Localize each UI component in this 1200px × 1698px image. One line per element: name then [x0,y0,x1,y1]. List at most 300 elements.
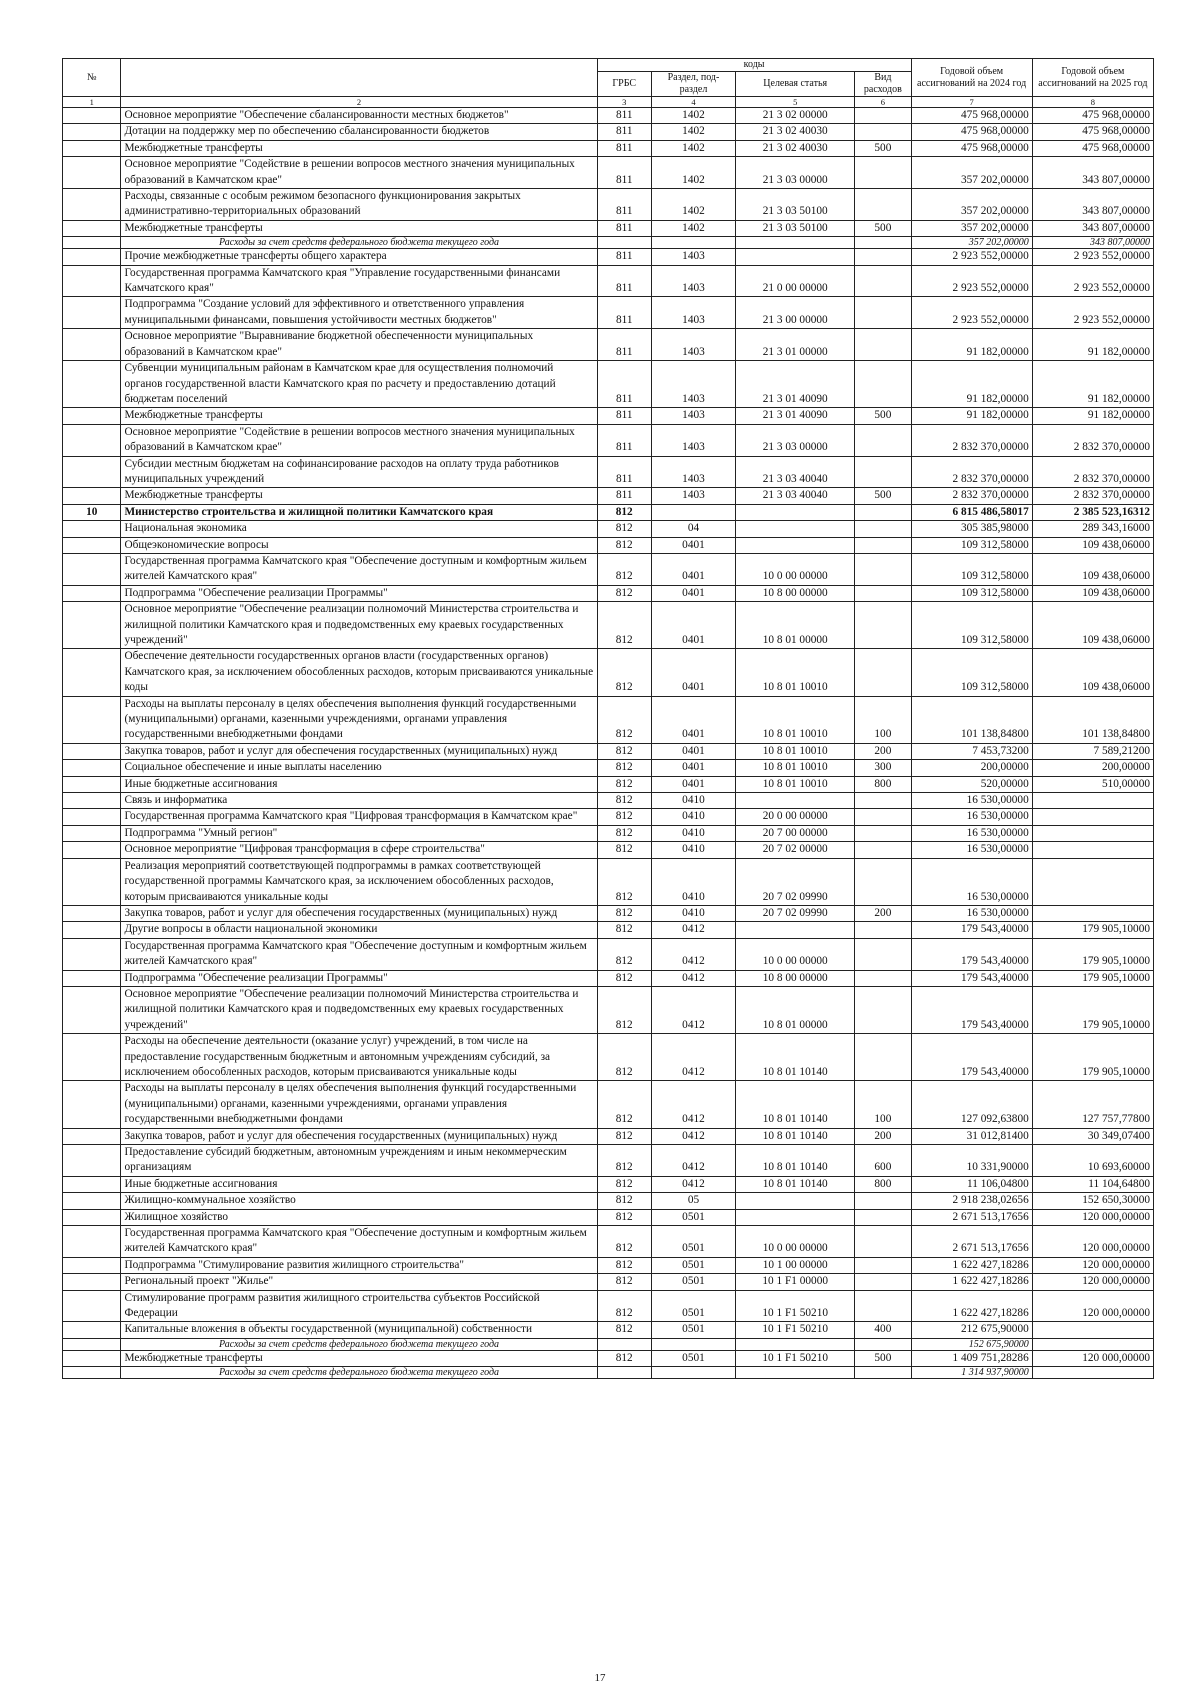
row-razdel [651,1367,735,1379]
column-index: 1 [63,97,121,108]
table-row [63,938,1154,970]
row-amount-2024: 2 918 238,02656 [911,1193,1032,1209]
header-2024: Годовой объем ассигнований на 2024 год [911,59,1032,97]
table-row [63,842,1154,858]
row-amount-2025: 475 968,00000 [1032,124,1153,140]
table-note-row [63,1338,1154,1350]
row-expense-type: 800 [855,1176,911,1192]
row-amount-2024: 16 530,00000 [911,842,1032,858]
row-expense-type: 400 [855,1322,911,1338]
row-razdel: 1403 [651,297,735,329]
row-target-article [736,793,855,809]
row-amount-2025: 343 807,00000 [1032,220,1153,236]
row-target-article: 21 3 01 40090 [736,408,855,424]
row-grbs: 811 [597,408,651,424]
row-number [63,237,121,249]
row-number [63,488,121,504]
row-target-article: 21 3 02 40030 [736,124,855,140]
row-target-article: 21 3 03 50100 [736,220,855,236]
table-row [63,521,1154,537]
table-row [63,1274,1154,1290]
table-note-row [63,237,1154,249]
row-name: Дотации на поддержку мер по обеспечению сбалансированности бюджетов [121,124,597,140]
row-razdel: 0401 [651,760,735,776]
row-razdel: 1402 [651,140,735,156]
row-amount-2024: 179 543,40000 [911,1034,1032,1081]
row-razdel: 0501 [651,1322,735,1338]
row-grbs: 812 [597,1350,651,1366]
row-razdel: 0412 [651,1176,735,1192]
row-amount-2024: 2 923 552,00000 [911,249,1032,265]
table-row [63,189,1154,221]
row-number [63,1257,121,1273]
table-row [63,970,1154,986]
row-expense-type: 500 [855,140,911,156]
row-expense-type: 100 [855,1081,911,1128]
row-number [63,124,121,140]
row-amount-2024: 1 622 427,18286 [911,1290,1032,1322]
row-target-article: 10 8 01 10140 [736,1034,855,1081]
row-amount-2024: 16 530,00000 [911,793,1032,809]
row-grbs: 811 [597,249,651,265]
row-razdel: 1402 [651,108,735,124]
row-target-article [736,1338,855,1350]
row-number [63,922,121,938]
table-row [63,1257,1154,1273]
row-grbs: 812 [597,1176,651,1192]
row-name: Государственная программа Камчатского края "Обеспечение доступным и комфортным жильем жителей Камчатского края" [121,938,597,970]
row-number [63,265,121,297]
row-grbs: 812 [597,825,651,841]
row-amount-2025: 343 807,00000 [1032,157,1153,189]
row-target-article: 10 0 00 00000 [736,1226,855,1258]
row-name: Основное мероприятие "Обеспечение сбалансированности местных бюджетов" [121,108,597,124]
row-razdel: 0401 [651,696,735,743]
row-razdel [651,237,735,249]
row-razdel: 0401 [651,553,735,585]
table-row [63,809,1154,825]
row-target-article: 20 7 02 09990 [736,858,855,905]
row-name: Государственная программа Камчатского края "Обеспечение доступным и комфортным жильем жителей Камчатского края" [121,553,597,585]
row-expense-type [855,938,911,970]
header-target-article: Целевая статья [736,72,855,97]
row-name: Государственная программа Камчатского края "Управление государственными финансами Камчатского края" [121,265,597,297]
row-expense-type [855,1226,911,1258]
row-target-article: 10 8 01 00000 [736,986,855,1033]
row-amount-2025: 510,00000 [1032,776,1153,792]
row-amount-2024: 6 815 486,58017 [911,504,1032,520]
table-note-row [63,1367,1154,1379]
row-razdel: 1403 [651,361,735,408]
row-amount-2025: 179 905,10000 [1032,970,1153,986]
row-razdel: 05 [651,1193,735,1209]
row-target-article: 21 0 00 00000 [736,265,855,297]
row-amount-2025: 101 138,84800 [1032,696,1153,743]
row-target-article: 10 8 01 10140 [736,1128,855,1144]
row-target-article: 10 1 F1 50210 [736,1290,855,1322]
row-razdel: 0401 [651,585,735,601]
row-amount-2024: 91 182,00000 [911,361,1032,408]
row-amount-2025: 179 905,10000 [1032,922,1153,938]
row-grbs: 812 [597,1290,651,1322]
column-index: 7 [911,97,1032,108]
row-amount-2024: 212 675,90000 [911,1322,1032,1338]
row-number [63,760,121,776]
table-row [63,1226,1154,1258]
row-grbs [597,237,651,249]
row-grbs: 811 [597,488,651,504]
table-row [63,553,1154,585]
row-number [63,809,121,825]
row-grbs: 812 [597,1274,651,1290]
row-razdel: 0401 [651,602,735,649]
row-amount-2024: 357 202,00000 [911,189,1032,221]
row-amount-2024: 109 312,58000 [911,553,1032,585]
row-amount-2025: 152 650,30000 [1032,1193,1153,1209]
row-number [63,537,121,553]
row-expense-type [855,189,911,221]
row-grbs: 812 [597,504,651,520]
row-amount-2024: 1 622 427,18286 [911,1274,1032,1290]
row-number: 10 [63,504,121,520]
row-grbs [597,1338,651,1350]
row-target-article [736,504,855,520]
row-amount-2025 [1032,1367,1153,1379]
row-razdel: 1403 [651,488,735,504]
row-amount-2025: 179 905,10000 [1032,1034,1153,1081]
row-grbs: 812 [597,649,651,696]
row-target-article: 10 8 01 10010 [736,760,855,776]
row-target-article: 10 8 01 10010 [736,696,855,743]
row-razdel: 0412 [651,1145,735,1177]
row-name: Государственная программа Камчатского края "Цифровая трансформация в Камчатском крае" [121,809,597,825]
row-name: Межбюджетные трансферты [121,488,597,504]
row-target-article: 20 7 00 00000 [736,825,855,841]
row-amount-2025 [1032,825,1153,841]
row-razdel: 0412 [651,986,735,1033]
row-grbs: 811 [597,424,651,456]
table-row [63,1209,1154,1225]
row-number [63,140,121,156]
row-name: Расходы за счет средств федерального бюджета текущего года [121,1367,597,1379]
row-amount-2025: 2 832 370,00000 [1032,456,1153,488]
row-razdel: 0412 [651,970,735,986]
row-razdel: 0401 [651,776,735,792]
table-row [63,905,1154,921]
row-grbs: 812 [597,970,651,986]
row-razdel: 0501 [651,1350,735,1366]
row-target-article: 10 1 00 00000 [736,1257,855,1273]
row-number [63,696,121,743]
row-number [63,1350,121,1366]
row-amount-2024: 520,00000 [911,776,1032,792]
row-grbs: 812 [597,1193,651,1209]
row-grbs: 812 [597,602,651,649]
row-amount-2025: 11 104,64800 [1032,1176,1153,1192]
row-target-article: 21 3 03 00000 [736,157,855,189]
row-amount-2024: 2 671 513,17656 [911,1226,1032,1258]
row-expense-type [855,986,911,1033]
row-target-article: 10 8 01 00000 [736,602,855,649]
row-number [63,108,121,124]
row-amount-2025: 109 438,06000 [1032,553,1153,585]
row-name: Прочие межбюджетные трансферты общего характера [121,249,597,265]
row-amount-2025: 109 438,06000 [1032,649,1153,696]
row-amount-2025 [1032,809,1153,825]
row-target-article: 21 3 03 00000 [736,424,855,456]
row-amount-2024: 7 453,73200 [911,743,1032,759]
row-name: Основное мероприятие "Содействие в решении вопросов местного значения муниципальных образований в Камчатском крае" [121,157,597,189]
row-grbs: 812 [597,1145,651,1177]
table-row [63,488,1154,504]
row-number [63,424,121,456]
row-grbs: 811 [597,108,651,124]
row-name: Межбюджетные трансферты [121,140,597,156]
row-amount-2025: 179 905,10000 [1032,986,1153,1033]
row-number [63,1128,121,1144]
row-target-article: 10 8 00 00000 [736,970,855,986]
row-target-article: 21 3 01 40090 [736,361,855,408]
table-row [63,157,1154,189]
row-expense-type [855,1290,911,1322]
table-row [63,1350,1154,1366]
column-index: 6 [855,97,911,108]
row-name: Обеспечение деятельности государственных органов власти (государственных органов) Камчатского края, за исключением обособленных расходов, которым присваиваются уникальные коды [121,649,597,696]
row-expense-type: 500 [855,488,911,504]
table-row [63,108,1154,124]
row-expense-type [855,809,911,825]
row-name: Основное мероприятие "Обеспечение реализации полномочий Министерства строительства и жилищной политики Камчатского края и подведомственных ему краевых государственных учреждений" [121,602,597,649]
row-number [63,1193,121,1209]
row-grbs: 812 [597,858,651,905]
table-row [63,1176,1154,1192]
row-number [63,1367,121,1379]
row-grbs: 812 [597,1257,651,1273]
row-name: Предоставление субсидий бюджетным, автономным учреждениям и иным некоммерческим организациям [121,1145,597,1177]
row-amount-2025: 120 000,00000 [1032,1226,1153,1258]
row-expense-type [855,424,911,456]
row-razdel: 1403 [651,456,735,488]
row-expense-type [855,521,911,537]
row-number [63,297,121,329]
row-grbs: 811 [597,220,651,236]
row-amount-2024: 109 312,58000 [911,602,1032,649]
row-expense-type [855,825,911,841]
table-row [63,1193,1154,1209]
row-razdel: 1403 [651,408,735,424]
row-razdel: 1402 [651,124,735,140]
row-grbs: 812 [597,696,651,743]
row-amount-2024: 179 543,40000 [911,938,1032,970]
row-target-article [736,537,855,553]
row-amount-2024: 109 312,58000 [911,649,1032,696]
row-grbs: 812 [597,922,651,938]
row-expense-type [855,108,911,124]
row-razdel: 0412 [651,1081,735,1128]
header-2025: Годовой объем ассигнований на 2025 год [1032,59,1153,97]
row-number [63,249,121,265]
row-expense-type [855,1338,911,1350]
row-name: Социальное обеспечение и иные выплаты населению [121,760,597,776]
row-number [63,1176,121,1192]
row-number [63,1209,121,1225]
table-row [63,424,1154,456]
row-amount-2024: 357 202,00000 [911,237,1032,249]
row-amount-2024: 2 671 513,17656 [911,1209,1032,1225]
row-expense-type [855,456,911,488]
row-grbs: 811 [597,329,651,361]
row-name: Подпрограмма "Обеспечение реализации Программы" [121,970,597,986]
row-grbs: 812 [597,1128,651,1144]
row-grbs: 811 [597,157,651,189]
row-amount-2024: 1 314 937,90000 [911,1367,1032,1379]
table-row [63,858,1154,905]
table-row [63,825,1154,841]
row-grbs: 812 [597,553,651,585]
row-target-article: 10 0 00 00000 [736,938,855,970]
row-target-article: 20 7 02 00000 [736,842,855,858]
row-number [63,521,121,537]
row-grbs: 812 [597,776,651,792]
row-target-article: 21 3 02 40030 [736,140,855,156]
column-index: 2 [121,97,597,108]
row-number [63,1322,121,1338]
row-grbs: 812 [597,986,651,1033]
row-razdel: 0501 [651,1257,735,1273]
row-amount-2024: 2 923 552,00000 [911,265,1032,297]
row-target-article: 10 8 01 10010 [736,649,855,696]
row-name: Жилищное хозяйство [121,1209,597,1225]
row-razdel: 1403 [651,249,735,265]
row-razdel [651,1338,735,1350]
row-target-article: 10 8 01 10010 [736,743,855,759]
row-target-article: 10 0 00 00000 [736,553,855,585]
header-grbs: ГРБС [597,72,651,97]
row-amount-2025: 7 589,21200 [1032,743,1153,759]
row-razdel: 04 [651,521,735,537]
row-number [63,602,121,649]
row-razdel: 0410 [651,825,735,841]
row-name: Закупка товаров, работ и услуг для обеспечения государственных (муниципальных) нужд [121,743,597,759]
row-number [63,793,121,809]
row-expense-type [855,553,911,585]
row-razdel: 1403 [651,424,735,456]
row-amount-2024: 357 202,00000 [911,220,1032,236]
row-number [63,1081,121,1128]
row-number [63,553,121,585]
header-row-codes [63,59,1154,72]
row-amount-2025 [1032,1338,1153,1350]
row-number [63,1145,121,1177]
row-amount-2024: 109 312,58000 [911,537,1032,553]
row-target-article: 21 3 03 40040 [736,456,855,488]
row-target-article: 10 1 F1 50210 [736,1350,855,1366]
row-expense-type [855,1209,911,1225]
row-number [63,649,121,696]
row-name: Общеэкономические вопросы [121,537,597,553]
row-razdel: 0501 [651,1226,735,1258]
header-razdel: Раздел, под-раздел [651,72,735,97]
row-number [63,858,121,905]
row-grbs: 812 [597,760,651,776]
row-target-article: 10 1 F1 50210 [736,1322,855,1338]
table-row [63,537,1154,553]
row-razdel: 0410 [651,905,735,921]
row-razdel: 0412 [651,1128,735,1144]
table-row [63,986,1154,1033]
column-index: 3 [597,97,651,108]
row-grbs: 812 [597,1322,651,1338]
row-expense-type: 500 [855,408,911,424]
table-row [63,1034,1154,1081]
row-name: Подпрограмма "Обеспечение реализации Программы" [121,585,597,601]
row-amount-2024: 91 182,00000 [911,329,1032,361]
row-name: Субсидии местным бюджетам на софинансирование расходов на оплату труда работников муниципальных учреждений [121,456,597,488]
row-razdel: 0501 [651,1209,735,1225]
budget-table-sheet [62,58,1154,1379]
row-grbs: 812 [597,1209,651,1225]
row-amount-2024: 179 543,40000 [911,986,1032,1033]
row-amount-2024: 16 530,00000 [911,905,1032,921]
row-amount-2025: 109 438,06000 [1032,537,1153,553]
row-grbs: 812 [597,521,651,537]
column-index: 5 [736,97,855,108]
row-number [63,329,121,361]
row-name: Жилищно-коммунальное хозяйство [121,1193,597,1209]
row-number [63,905,121,921]
row-amount-2024: 1 409 751,28286 [911,1350,1032,1366]
row-target-article [736,521,855,537]
row-amount-2025: 91 182,00000 [1032,361,1153,408]
column-index: 4 [651,97,735,108]
row-amount-2024: 2 832 370,00000 [911,456,1032,488]
row-razdel: 0501 [651,1290,735,1322]
row-grbs: 812 [597,842,651,858]
row-expense-type: 800 [855,776,911,792]
row-grbs: 812 [597,1081,651,1128]
row-target-article: 21 3 03 40040 [736,488,855,504]
row-name: Расходы за счет средств федерального бюджета текущего года [121,1338,597,1350]
table-row [63,504,1154,520]
row-expense-type [855,124,911,140]
row-name: Связь и информатика [121,793,597,809]
row-amount-2025: 475 968,00000 [1032,140,1153,156]
row-grbs: 812 [597,1226,651,1258]
row-number [63,743,121,759]
table-body [63,108,1154,1379]
row-amount-2024: 127 092,63800 [911,1081,1032,1128]
row-name: Субвенции муниципальным районам в Камчатском крае для осуществления полномочий органов государственной власти Камчатского края по расчету и предоставлению дотаций бюджетам поселений [121,361,597,408]
row-amount-2024: 152 675,90000 [911,1338,1032,1350]
row-target-article [736,1209,855,1225]
row-number [63,1274,121,1290]
row-number [63,1226,121,1258]
row-name: Другие вопросы в области национальной экономики [121,922,597,938]
row-name: Основное мероприятие "Обеспечение реализации полномочий Министерства строительства и жилищной политики Камчатского края и подведомственных ему краевых государственных учреждений" [121,986,597,1033]
row-grbs: 812 [597,938,651,970]
row-expense-type: 500 [855,220,911,236]
table-row [63,1145,1154,1177]
row-amount-2025: 120 000,00000 [1032,1209,1153,1225]
row-expense-type [855,1193,911,1209]
row-number [63,361,121,408]
row-number [63,220,121,236]
row-amount-2025: 10 693,60000 [1032,1145,1153,1177]
row-amount-2024: 475 968,00000 [911,140,1032,156]
row-razdel [651,504,735,520]
row-number [63,986,121,1033]
row-name: Государственная программа Камчатского края "Обеспечение доступным и комфортным жильем жителей Камчатского края" [121,1226,597,1258]
